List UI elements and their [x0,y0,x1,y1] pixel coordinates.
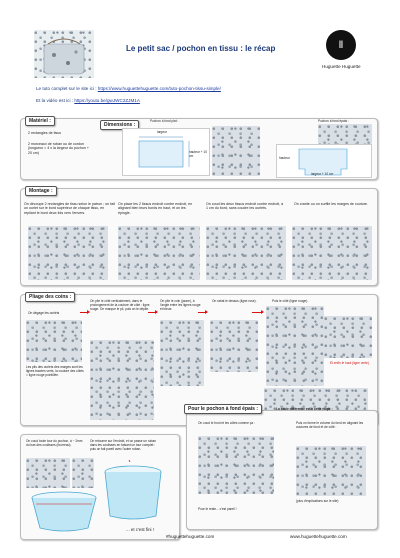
pliage-legend: Les plis des ourlets des marges sont les lignes tracées verts, la couture des côtés = ligne rouge pointillée. [26,365,84,377]
fond-epais-step-1: On coud le fond et les côtés comme ça : [198,421,255,425]
thick-bag-label: Pochon à fond épais : [318,119,349,123]
intro-video-line [36,98,140,103]
pliage-step-3: On plie le coin (jaune), à l'angle entre les lignes rouge et bleue. [160,299,201,311]
flat-bag-diagram [122,128,210,176]
pliage-photo-4 [210,320,258,372]
flat-bag-photo [212,126,260,176]
finition-step-2: On retourne sur l'endroit, et on passe un ruban dans les coulisses en faisant un tour complet : puis on fait pareil avec l'autre ruban. [90,439,156,451]
montage-tag: Montage : [25,186,57,196]
montage-step-4: On crante ou on surfile les marges de couture. [294,202,368,206]
montage-photo-3 [206,226,286,280]
pliage-photo-6 [324,316,372,358]
intro-site-line [36,86,221,91]
brand-logo [326,30,356,60]
intro-site-text: Le tuto complet sur le site ici : [36,86,97,91]
video-link[interactable]: https://youtu.be/gwJWC2ZJM1A [74,98,140,103]
montage-photo-2 [118,226,200,280]
materiel-item-1: 2 rectangles de tissu [28,131,61,135]
montage-photo-1 [28,226,108,280]
pliage-arrow-1 [80,312,88,313]
fond-epais-photo-2 [296,446,366,496]
pliage-step-4: On rabat le dessus (ligne rose). [212,299,257,303]
pliage-tag: Pliage des coins : [25,292,75,302]
pliage-arrow-3 [198,312,206,313]
finition-bag-open [26,490,102,534]
fond-epais-step-3: Pour le reste... c'est pareil ! [198,507,237,511]
finition-bag-closed [100,460,166,524]
thick-bag-diagram [276,144,372,178]
finition-step-1: On coud toute tour du pochon, à ~ 2mm du bas des coulisses (fourreau). [26,439,83,447]
finition-photo-2 [72,458,94,488]
fond-epais-step-4: (plus d'explications sur le site) [296,499,339,503]
dim-label-2: hauteur + 10 cm [189,150,207,158]
footer-right[interactable]: www.huguettehuguette.com [290,534,347,539]
bag-cylinder-drawing-2 [100,460,166,524]
bag-cylinder-drawing-1 [26,490,102,534]
brand-name: Huguette Huguette [322,64,361,69]
dimensions-tag: Dimensions : [100,120,139,130]
pliage-photo-1 [26,320,82,362]
pliage-step-6: Et enfin le haut (ligne verte). [330,361,370,365]
drawstring-bag-illustration [34,30,94,78]
pliage-step-5: Puis le côté (ligne rouge). [272,299,309,303]
materiel-item-2: 2 morceaux de ruban ou de cordon (longueur = 4 x la largeur du pochon + 20 cm) [28,142,89,155]
fond-epais-step-2: Puis on forme le volume du fond en alignant les coutures de fond et de côté : [296,421,364,429]
pliage-step-1: On dégage les ourlets [28,311,60,315]
fond-epais-photo-1 [198,436,274,494]
pliage-arrow-2 [148,312,156,313]
pliage-step-2: On plie le côté verticalement, dans le prolongement de la couture de côté : ligne rouge. On marque le pli, puis on le déplie. [90,299,150,311]
montage-step-1: On découpe 2 rectangles de tissu selon le patron ; on fait un ourlet sur le bord supérieur de chaque tissu, en repliant le bord deux fois vers l'envers. [24,202,115,215]
page-title: Le petit sac / pochon en tissu : le récap [126,44,276,53]
montage-step-3: On coud les deux tissus endroit contre endroit, à 1 cm du bord, sans coudre les ourlets. [206,202,284,211]
pliage-photo-2 [90,340,154,420]
materiel-tag: Matériel : [25,116,55,126]
logo-h-icon: Ⅱ [338,39,344,51]
fond-epais-tag: Pour le pochon à fond épais : [184,404,262,414]
flat-bag-label: Pochon à fond plat : [150,119,179,123]
montage-photo-4 [292,226,372,280]
footer-left: #huguettehuguette.com [166,534,215,539]
fond-epais-subtitle: La seule différence est à cette étape : [276,407,333,411]
header-photo [34,30,94,78]
finition-photo-1 [26,458,70,488]
dim-label-1: largeur [157,130,167,134]
thick-bag-photo [318,124,372,144]
pliage-arrow-4 [252,312,262,313]
finition-end-text: ... et c'est fini ! [126,527,154,532]
pliage-photo-5 [266,306,324,386]
dim-label-4: largeur + 10 cm [311,172,334,176]
montage-step-2: On place les 2 tissus endroit contre endroit, en alignant bien leurs bords en haut, et on les épingle. [118,202,193,215]
dim-label-3: hauteur [279,156,290,160]
site-link[interactable]: https://www.huguettehuguette.com/tuto-pochon-tissu-simple/ [97,86,221,91]
intro-video-text: Et la vidéo est ici : [36,98,74,103]
pliage-photo-3 [160,320,204,386]
